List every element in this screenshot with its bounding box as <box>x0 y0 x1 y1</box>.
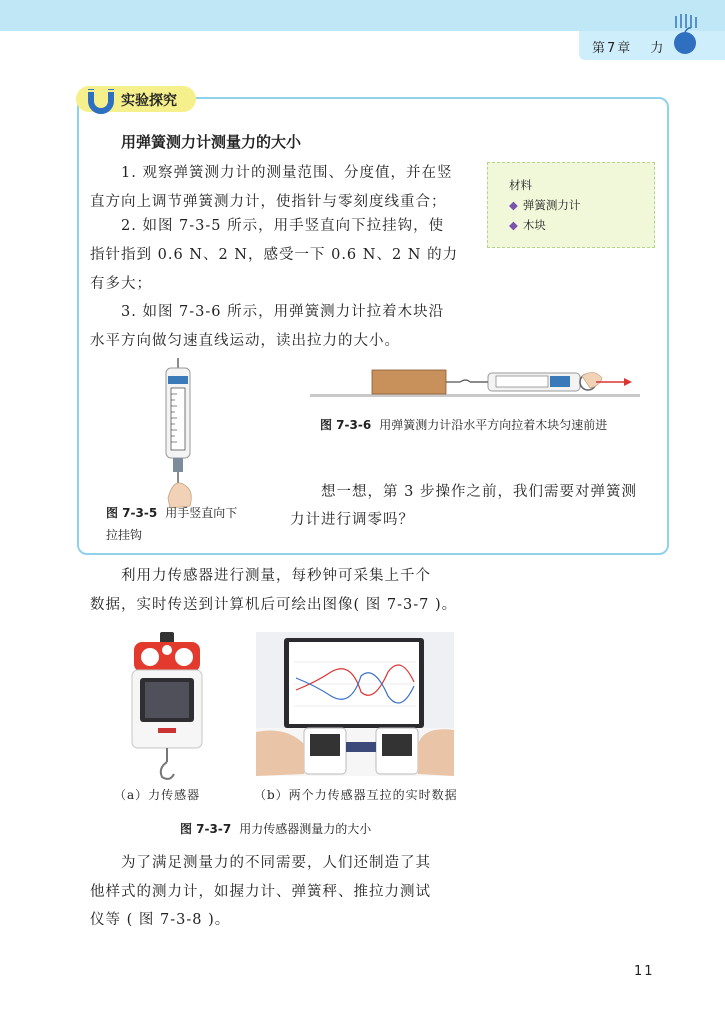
para1-line1: 利用力传感器进行测量，每秒钟可采集上千个 <box>121 568 431 584</box>
vertical-spring-scale-illustration <box>160 358 210 508</box>
experiment-title: 用弹簧测力计测量力的大小 <box>121 133 302 151</box>
step1-line1: 1. 观察弹簧测力计的测量范围、分度值，并在竖 <box>121 165 453 181</box>
fig-735-caption-line2: 拉挂钩 <box>106 528 143 542</box>
diamond-bullet-icon: ◆ <box>509 198 518 212</box>
fig-736-caption <box>320 416 607 433</box>
materials-title: 材料 <box>509 178 532 192</box>
para2-line3: 仪等 ( 图 7-3-8 )。 <box>90 912 231 928</box>
sensor-data-photo-illustration <box>256 632 454 776</box>
page-number: 11 <box>634 964 655 979</box>
force-sensor-illustration <box>128 632 208 782</box>
fig-735-number: 图 7-3-5 <box>106 506 158 520</box>
think-line1: 想一想，第 3 步操作之前，我们需要对弹簧测 <box>321 484 637 500</box>
para2-line2: 他样式的测力计，如握力计、弹簧秤、推拉力测试 <box>90 884 431 900</box>
horizontal-pull-illustration <box>310 364 640 404</box>
fig-736-number: 图 7-3-6 <box>320 418 372 432</box>
experiment-badge-label: 实验探究 <box>121 93 177 109</box>
chapter-number: 第7章 <box>592 41 633 56</box>
magnet-icon <box>86 85 116 115</box>
step3-line1: 3. 如图 7-3-6 所示，用弹簧测力计拉着木块沿 <box>121 304 445 320</box>
diamond-bullet-icon: ◆ <box>509 218 518 232</box>
material-item: ◆ 弹簧测力计 <box>509 198 581 212</box>
falling-apple-icon <box>668 14 702 56</box>
fig-735-caption <box>106 504 237 521</box>
step3-line2: 水平方向做匀速直线运动，读出拉力的大小。 <box>90 333 400 349</box>
fig-735-text: 用手竖直向下 <box>165 506 238 520</box>
fig-736-text: 用弹簧测力计沿水平方向拉着木块匀速前进 <box>379 418 608 432</box>
fig-737-caption <box>180 820 371 837</box>
think-line2: 力计进行调零吗？ <box>290 512 414 528</box>
step2-line3: 有多大； <box>90 276 152 292</box>
chapter-label <box>592 37 665 56</box>
fig-737-sub-b: （b）两个力传感器互拉的实时数据 <box>254 788 458 802</box>
fig-737-number: 图 7-3-7 <box>180 822 232 836</box>
material-item: ◆ 木块 <box>509 218 546 232</box>
fig-737-sub-a: （a）力传感器 <box>114 788 201 802</box>
step2-line1: 2. 如图 7-3-5 所示，用手竖直向下拉挂钩，使 <box>121 218 445 234</box>
fig-737-text: 用力传感器测量力的大小 <box>239 822 372 836</box>
step1-line2: 直方向上调节弹簧测力计，使指针与零刻度线重合； <box>90 194 447 210</box>
chapter-topic: 力 <box>650 41 666 56</box>
para1-line2: 数据，实时传送到计算机后可绘出图像( 图 7-3-7 )。 <box>90 597 458 613</box>
step2-line2: 指针指到 0.6 N、2 N，感受一下 0.6 N、2 N 的力 <box>90 247 459 263</box>
header-band <box>0 0 725 31</box>
para2-line1: 为了满足测量力的不同需要，人们还制造了其 <box>121 855 431 871</box>
